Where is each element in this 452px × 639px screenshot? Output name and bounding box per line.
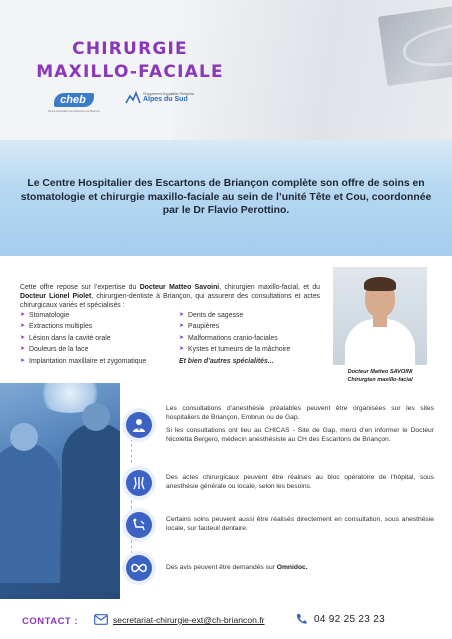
info-text: Si les consultations ont lieu au CHICAS - Site de Gap, merci d’en informer le Docteur Nicoletta Bergero, médecin anesthésiste au CH des Escartons de Briançon.: [166, 426, 434, 443]
logos: [45, 90, 194, 113]
arrow-icon: ➤: [20, 346, 26, 353]
list-item: ➤ Implantation maxillaire et zygomatique: [20, 356, 179, 367]
phone-number[interactable]: 04 92 25 23 23: [314, 614, 385, 625]
header: [0, 0, 452, 140]
list-item: ➤ Douleurs de la face: [20, 344, 179, 355]
more-specialties: Et bien d’autres spécialités...: [179, 357, 274, 365]
page-title: [30, 38, 230, 84]
surgery-photo: [0, 383, 120, 599]
specialties-col-2: [179, 310, 290, 367]
specialties-col-1: [20, 310, 179, 367]
arrow-icon: ➤: [179, 334, 185, 341]
arrow-icon: ➤: [20, 323, 26, 330]
phone-icon: [296, 613, 307, 625]
email-link[interactable]: secretariat-chirurgie-ext@ch-briancon.fr: [113, 615, 265, 625]
list-item: ➤ Kystes et tumeurs de la mâchoire: [179, 344, 290, 355]
list-item: ➤ Extractions multiples: [20, 321, 179, 332]
alpes-du-sud-logo: Groupement Hospitalier Territorial Alpes du Sud: [125, 90, 194, 106]
info-text: Des actes chirurgicaux peuvent être réalisés au bloc opératoire de l’hôpital, sous anesthésie générale ou locale, selon les besoins.: [166, 474, 434, 490]
intro-band-text: Le Centre Hospitalier des Escartons de Briançon complète son offre de soins en stomatologie et chirurgie maxillo-faciale au sein de l’unité Tête et Cou, coordonnée par le Dr Flavio Perottino.: [20, 178, 432, 216]
arrow-icon: ➤: [179, 323, 185, 330]
contact-label: CONTACT :: [22, 616, 79, 627]
info-omnidoc: Des avis peuvent être demandés sur Omnidoc.: [122, 551, 434, 585]
doctor-icon: [126, 412, 152, 438]
arrow-icon: ➤: [179, 346, 185, 353]
arrow-icon: ➤: [20, 357, 26, 364]
info-consultation: [122, 508, 434, 542]
list-item: ➤ Stomatologie: [20, 310, 179, 321]
arrow-icon: ➤: [20, 312, 26, 318]
title-line-1: CHIRURGIE: [72, 39, 188, 59]
specialties-list: [20, 310, 320, 367]
list-item: ➤ Dents de sagesse: [179, 310, 290, 321]
footer: [0, 599, 452, 639]
surgical-tools-icon: [126, 470, 152, 496]
info-anesthesia: [122, 405, 434, 445]
dental-chair-icon: [126, 512, 152, 538]
offer-intro: Cette offre repose sur l’expertise du Docteur Matteo Savoini, chirurgien maxillo-facial, et du Docteur Lionel Piolet, chirurgien-dentiste à Briançon, qui assurent des consultations et actes chirurgicaux variés et spécialisés :: [20, 284, 321, 309]
list-item: ➤ Malformations cranio-faciales: [179, 333, 290, 344]
omnidoc-link[interactable]: Omnidoc.: [276, 563, 308, 571]
mountain-icon: [125, 90, 141, 106]
cheb-logo: cheb Centre Hospitalier des Escartons de Briançon: [47, 94, 101, 113]
intro-band: [0, 140, 452, 256]
infinity-icon: [126, 555, 152, 581]
doctor-photo: [333, 267, 427, 365]
list-item: ➤ Paupières: [179, 321, 290, 332]
list-item: ➤ Lésion dans la cavité orale: [20, 333, 179, 344]
arrow-icon: ➤: [20, 334, 26, 341]
doctor-caption-name: Docteur Matteo SAVOINI: [347, 369, 413, 375]
arrow-icon: ➤: [179, 312, 185, 318]
doctor-caption: [320, 369, 440, 384]
doctor-caption-role: Chirurgien maxillo-facial: [347, 376, 413, 383]
doctor-name-2: Docteur Lionel Piolet: [20, 293, 92, 300]
mail-icon: [94, 614, 108, 625]
title-line-2: MAXILLO-FACIALE: [36, 62, 224, 82]
info-text: Les consultations d’anesthésie préalables peuvent être organisées sur les sites hospitaliers de Briançon, Embrun ou de Gap.: [166, 405, 434, 421]
doctor-name-1: Docteur Matteo Savoini: [139, 284, 220, 291]
info-surgery: [122, 466, 434, 500]
info-text: Certains soins peuvent aussi être réalisés directement en consultation, sous anesthésie locale, sur fauteuil dentaire.: [166, 516, 434, 532]
